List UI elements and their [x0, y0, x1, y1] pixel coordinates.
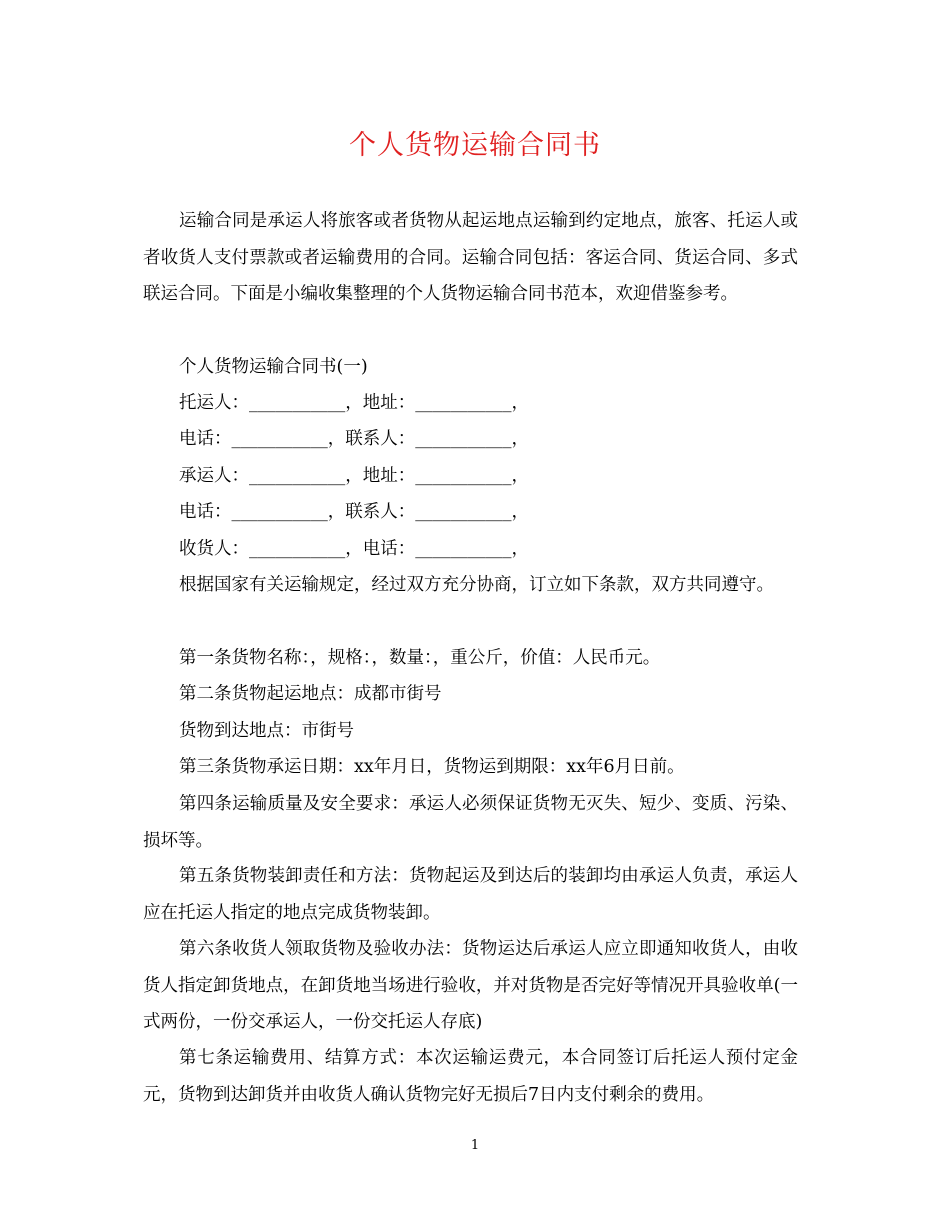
clause-4: 第四条运输质量及安全要求：承运人必须保证货物无灭失、短少、变质、污染、损坏等。 — [143, 794, 798, 851]
contract-subtitle: 个人货物运输合同书(一) — [179, 357, 368, 377]
clause-3: 第三条货物承运日期：xx年月日，货物运到期限：xx年6月日前。 — [179, 757, 685, 777]
consignee-line: 收货人：___________，电话：___________， — [179, 539, 529, 559]
carrier-phone-line: 电话：___________，联系人：___________， — [179, 502, 529, 522]
carrier-line: 承运人：___________，地址：___________， — [179, 466, 529, 486]
clause-7: 第七条运输费用、结算方式：本次运输运费元，本合同签订后托运人预付定金元，货物到达卸货并由收货人确认货物完好无损后7日内支付剩余的费用。 — [143, 1048, 798, 1105]
intro-paragraph: 运输合同是承运人将旅客或者货物从起运地点运输到约定地点，旅客、托运人或者收货人支付票款或者运输费用的合同。运输合同包括：客运合同、货运合同、多式联运合同。下面是小编收集整理的个人货物运输合同书范本，欢迎借鉴参考。 — [143, 211, 798, 304]
destination-line: 货物到达地点：市街号 — [179, 721, 354, 741]
page-number: 1 — [470, 1138, 480, 1153]
clause-2: 第二条货物起运地点：成都市街号 — [179, 684, 442, 704]
shipper-phone-line: 电话：___________，联系人：___________， — [179, 429, 529, 449]
document-title: 个人货物运输合同书 — [349, 130, 601, 161]
clause-1: 第一条货物名称：，规格：，数量：，重公斤，价值：人民币元。 — [179, 648, 661, 668]
clause-5: 第五条货物装卸责任和方法：货物起运及到达后的装卸均由承运人负责，承运人应在托运人指定的地点完成货物装卸。 — [143, 866, 798, 923]
agreement-paragraph: 根据国家有关运输规定，经过双方充分协商，订立如下条款，双方共同遵守。 — [179, 575, 774, 595]
clause-6: 第六条收货人领取货物及验收办法：货物运达后承运人应立即通知收货人，由收货人指定卸货地点，在卸货地当场进行验收，并对货物是否完好等情况开具验收单(一式两份，一份交承运人，一份交托运人存底) — [143, 939, 798, 1032]
shipper-line: 托运人：___________，地址：___________， — [179, 393, 529, 413]
